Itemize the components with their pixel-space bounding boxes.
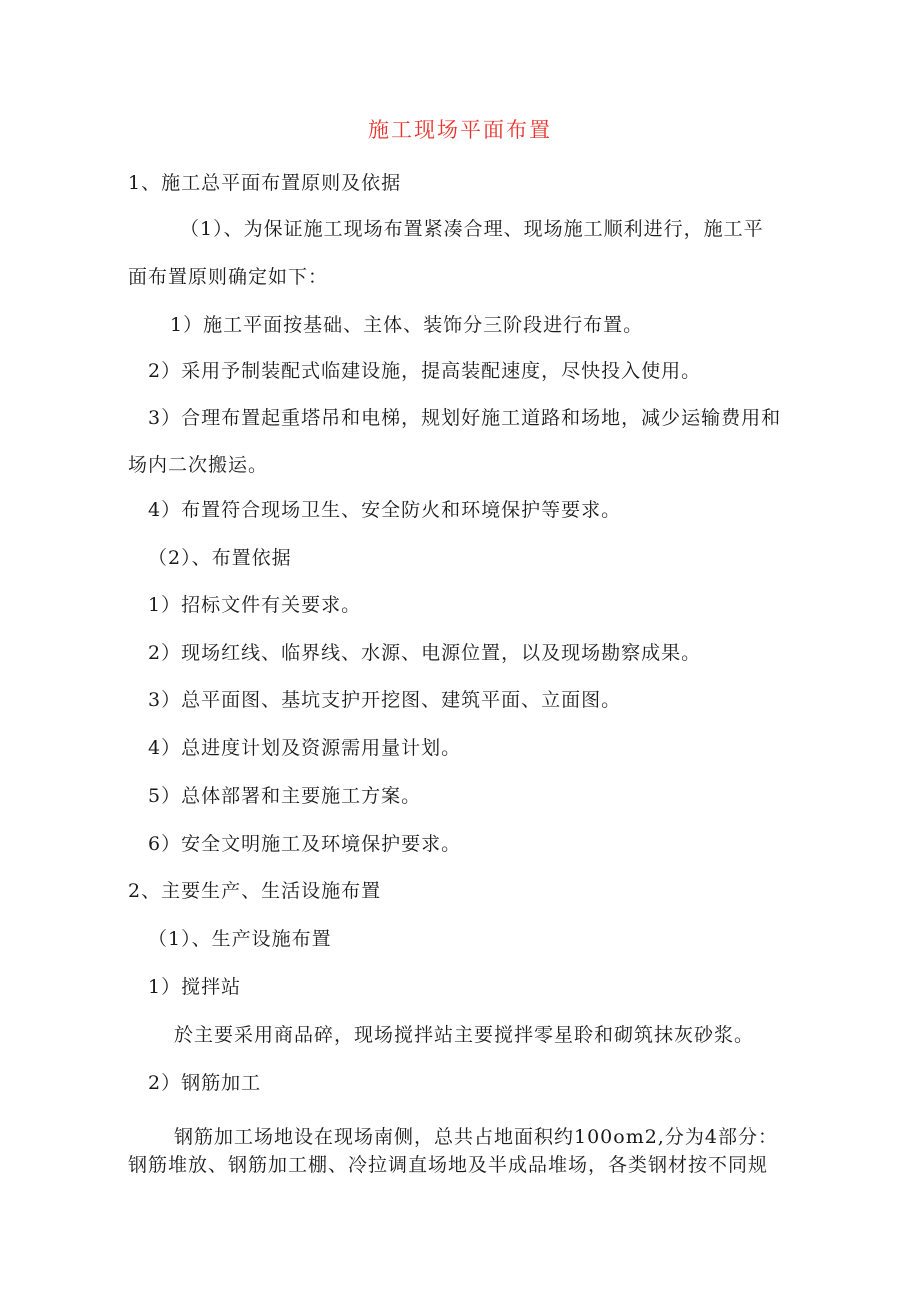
paragraph-line: 6）安全文明施工及环境保护要求。 — [148, 833, 462, 855]
paragraph-line: 钢筋堆放、钢筋加工棚、冷拉调直场地及半成品堆场，各类钢材按不同规 — [128, 1154, 769, 1176]
paragraph-line: 3）总平面图、基坑支护开挖图、建筑平面、立面图。 — [148, 689, 622, 711]
paragraph-line: 2）现场红线、临界线、水源、电源位置，以及现场勘察成果。 — [148, 642, 702, 664]
paragraph-line: 4）总进度计划及资源需用量计划。 — [148, 737, 462, 759]
paragraph-line: （1）、为保证施工现场布置紧凑合理、现场施工顺利进行，施工平 — [180, 218, 764, 240]
paragraph-line: 5）总体部署和主要施工方案。 — [148, 785, 422, 807]
paragraph-line: 4）布置符合现场卫生、安全防火和环境保护等要求。 — [148, 499, 622, 521]
paragraph-line: 1）招标文件有关要求。 — [148, 594, 362, 616]
paragraph-line: （2）、布置依据 — [148, 547, 292, 569]
paragraph-line: 2、主要生产、生活设施布置 — [128, 880, 382, 902]
paragraph-line: 场内二次搬运。 — [128, 454, 269, 476]
paragraph-line: 1）施工平面按基础、主体、装饰分三阶段进行布置。 — [170, 314, 644, 336]
paragraph-line: （1）、生产设施布置 — [148, 928, 332, 950]
paragraph-line: 2）采用予制装配式临建设施，提高装配速度，尽快投入使用。 — [148, 360, 702, 382]
paragraph-line: 钢筋加工场地设在现场南侧，总共占地面积约100om2,分为4部分： — [174, 1126, 778, 1148]
paragraph-line: 面布置原则确定如下： — [128, 266, 329, 288]
paragraph-line: 2）钢筋加工 — [148, 1072, 262, 1094]
paragraph-line: 1、施工总平面布置原则及依据 — [128, 172, 402, 194]
paragraph-line: 3）合理布置起重塔吊和电梯，规划好施工道路和场地，减少运输费用和 — [148, 407, 782, 429]
paragraph-line: 1）搅拌站 — [148, 976, 242, 998]
paragraph-line: 於主要采用商品碎，现场搅拌站主要搅拌零星聆和砌筑抹灰砂浆。 — [174, 1024, 755, 1046]
document-title: 施工现场平面布置 — [368, 118, 552, 142]
